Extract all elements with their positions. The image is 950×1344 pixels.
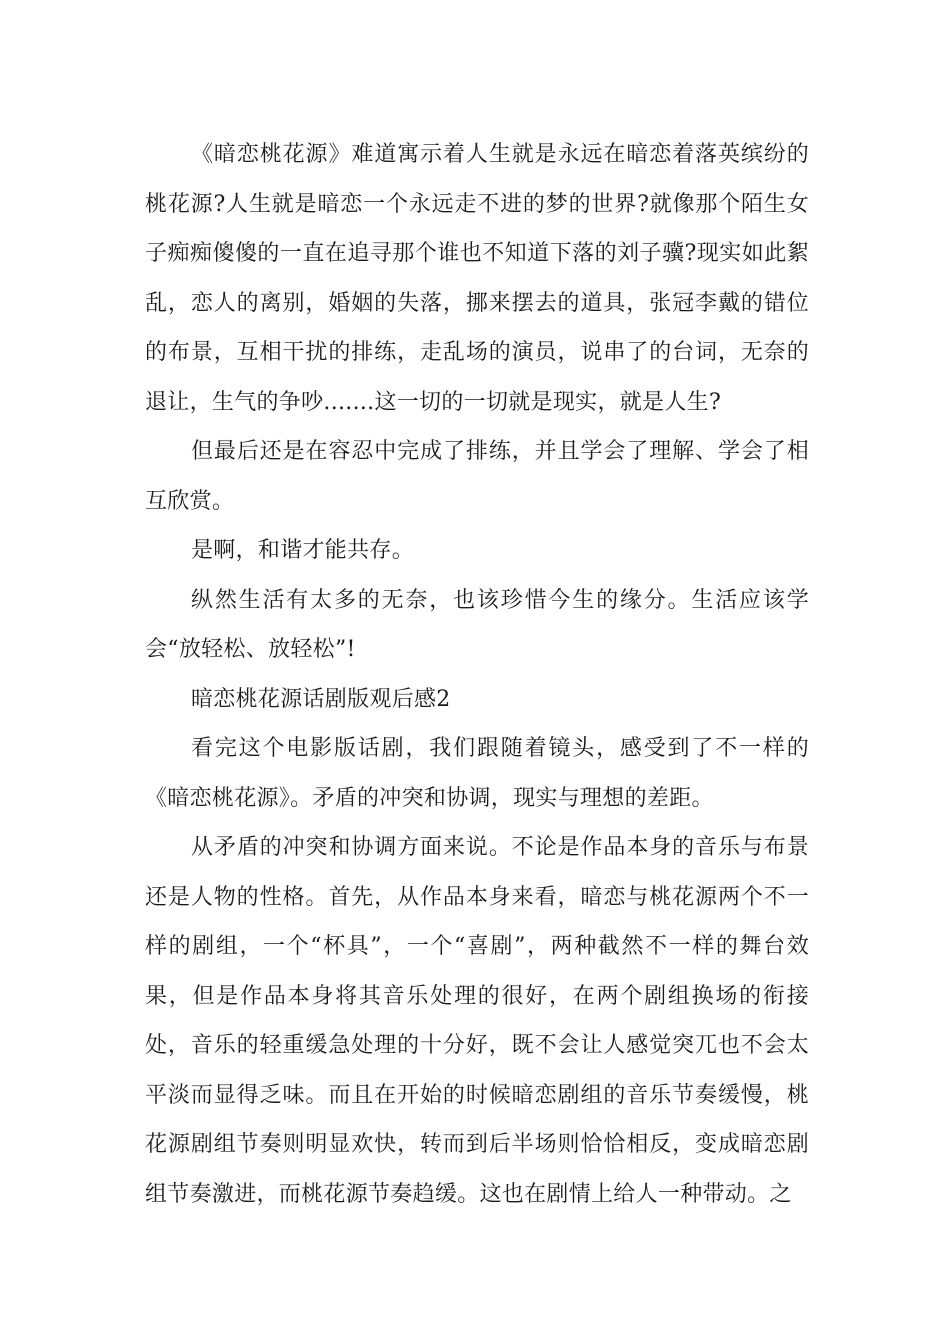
- paragraph-4: 纵然生活有太多的无奈，也该珍惜今生的缘分。生活应该学会“放轻松、放轻松”!: [145, 587, 809, 662]
- paragraph-2: 但最后还是在容忍中完成了排练，并且学会了理解、学会了相互欣赏。: [145, 439, 809, 514]
- section-heading: 暗恋桃花源话剧版观后感2: [191, 686, 451, 712]
- paragraph-3: 是啊，和谐才能共存。: [191, 538, 415, 563]
- paragraph-6: 从矛盾的冲突和协调方面来说。不论是作品本身的音乐与布景还是人物的性格。首先，从作品本身来看，暗恋与桃花源两个不一样的剧组，一个“杯具”，一个“喜剧”，两种截然不一样的舞台效果，但是作品本身将其音乐处理的很好，在两个剧组换场的衔接处，音乐的轻重缓急处理的十分好，既不会让人感觉突兀也不会太平淡而显得乏味。而且在开始的时候暗恋剧组的音乐节奏缓慢，桃花源剧组节奏则明显欢快，转而到后半场则恰恰相反，变成暗恋剧组节奏激进，而桃花源节奏趋缓。这也在剧情上给人一种带动。之: [145, 835, 809, 1207]
- paragraph-5: 看完这个电影版话剧，我们跟随着镜头，感受到了不一样的《暗恋桃花源》。矛盾的冲突和协调，现实与理想的差距。: [145, 736, 809, 811]
- document-body: [145, 130, 809, 1219]
- paragraph-1: 《暗恋桃花源》难道寓示着人生就是永远在暗恋着落英缤纷的桃花源?人生就是暗恋一个永远走不进的梦的世界?就像那个陌生女子痴痴傻傻的一直在追寻那个谁也不知道下落的刘子骥?现实如此絮乱，恋人的离别，婚姻的失落，挪来摆去的道具，张冠李戴的错位的布景，互相干扰的排练，走乱场的演员，说串了的台词，无奈的退让，生气的争吵.......这一切的一切就是现实，就是人生?: [145, 142, 809, 415]
